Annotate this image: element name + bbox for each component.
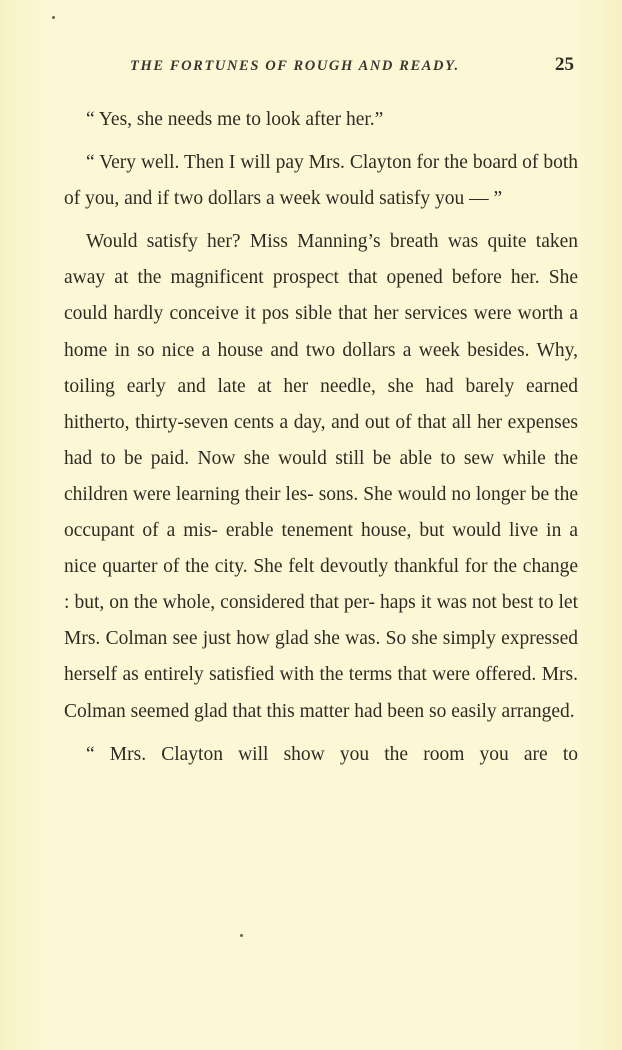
paragraph: “ Very well. Then I will pay Mrs. Clayton for the board of both of you, and if two dollars a week would satisfy you — ” (64, 152, 578, 210)
paragraph: Would satisfy her? Miss Manning’s breath was quite taken away at the magnificent prospect that opened before her. She could hardly conceive it pos sible that her services were worth a home in so nice a house and two dollars a week besides. Why, toiling early and late at her needle, she had barely earned hitherto, thirty-seven cents a day, and out of that all her expenses had to be paid. Now she would still be able to sew while the children were learning their les- sons. She would no longer be the occupant of a mis- erable tenement house, but would live in a nice quarter of the city. She felt devoutly thankful for the change : but, on the whole, considered that per- haps it was not best to let Mrs. Colman see just how glad she was. So she simply expressed herself as entirely satisfied with the terms that were offered. Mrs. Colman seemed glad that this matter had been so easily arranged. (64, 231, 578, 722)
paragraph: “ Yes, she needs me to look after her.” (86, 109, 384, 130)
page-speck-mark (240, 934, 243, 937)
body-text (64, 102, 578, 780)
page-header (0, 54, 622, 84)
paragraph: “ Mrs. Clayton will show you the room you are to (86, 743, 578, 765)
page-number: 25 (555, 54, 574, 75)
running-title: THE FORTUNES OF ROUGH AND READY. (130, 58, 460, 74)
page-speck-mark (52, 16, 55, 19)
